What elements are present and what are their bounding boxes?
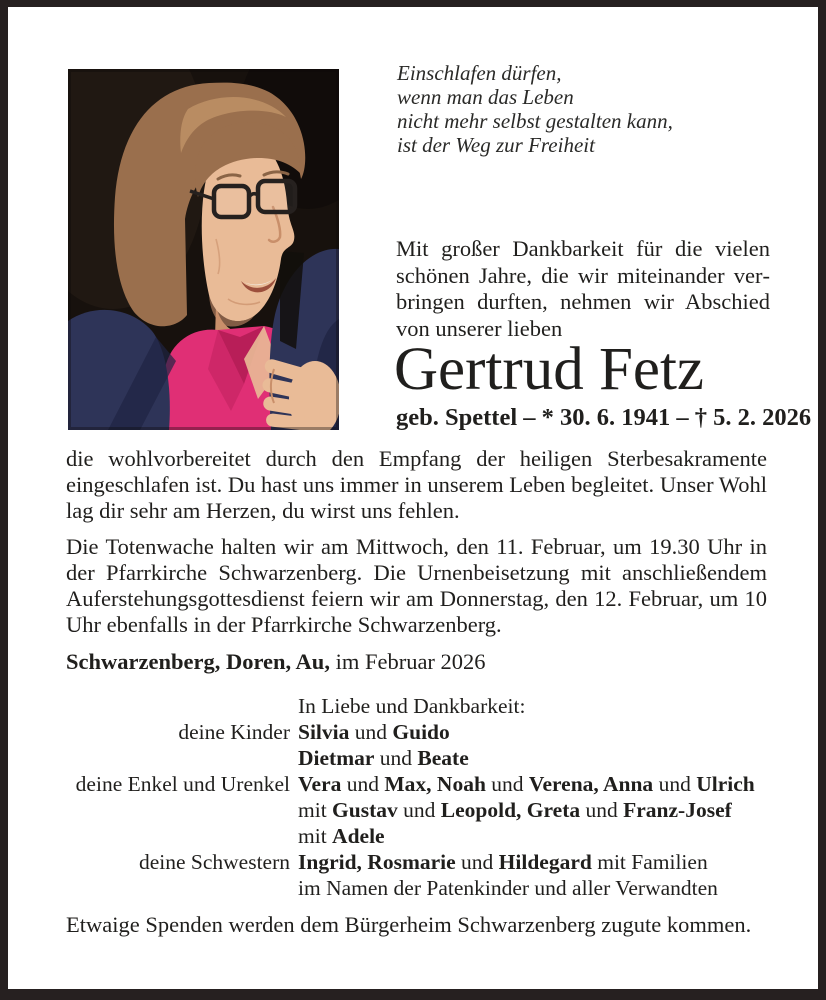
donation-note: Etwaige Spenden werden dem Bürgerheim Schwarzenberg zugute kommen. [66,912,752,937]
connector-text: mit Familien [591,850,708,874]
obituary-paragraph-1: die wohlvorbereitet durch den Empfang der heiligen Sterbesakramente eingeschlafen ist. Du hast uns immer in unserem Leben begleitet. Unser Wohl lag dir sehr am Herzen, du wirst uns fehlen. [66,446,767,523]
quote-line: wenn man das Leben [397,85,574,109]
connector-text: und [653,772,697,796]
family-name: Adele [332,824,385,848]
family-name: Dietmar [298,746,375,770]
family-name: Guido [392,720,450,744]
family-name: Max, Noah [384,772,486,796]
dateline [66,649,486,675]
closing-row-label: deine Kinder [178,720,290,744]
connector-text: und [374,746,418,770]
connector-text: und [485,772,529,796]
closing-row-label: deine Enkel und Urenkel [75,772,290,796]
closing-row-names [298,849,772,901]
family-name: Ingrid, Rosmarie [298,850,456,874]
family-name: Silvia [298,720,350,744]
closing-section [66,693,772,901]
closing-row [66,771,772,849]
birth-death-dates: geb. Spettel – * 30. 6. 1941 – † 5. 2. 2026 [396,404,812,431]
connector-text: und [580,798,624,822]
closing-row-label: deine Schwestern [138,850,290,874]
connector-text: und [397,798,441,822]
deceased-name: Gertrud Fetz [394,336,704,403]
family-name: Hildegard [498,850,592,874]
dateline-date: im Februar 2026 [329,649,486,674]
intro-text: Mit großer Dankbarkeit für die vielen schönen Jahre, die wir miteinander verbringen durften, nehmen wir Abschied von unserer lieben [396,236,770,341]
names-line [298,875,772,901]
family-name: Vera [298,772,342,796]
names-line [298,719,772,745]
connector-text: und [341,772,385,796]
names-line [298,849,772,875]
connector-text: im Namen der Patenkinder und aller Verwandten [298,876,718,900]
closing-heading: In Liebe und Dankbarkeit: [298,694,526,718]
family-name: Leopold, Greta [440,798,581,822]
quote-line: nicht mehr selbst gestalten kann, [397,109,673,133]
quote-line: ist der Weg zur Freiheit [397,133,595,157]
dateline-places: Schwarzenberg, Doren, Au, [66,649,330,674]
connector-text: mit [298,824,333,848]
family-name: Verena, Anna [528,772,654,796]
connector-text: und [349,720,393,744]
closing-rows [66,719,772,901]
closing-row-names [298,719,772,771]
family-name: Ulrich [696,772,755,796]
memorial-quote [397,61,787,157]
portrait-photo [68,69,339,430]
family-name: Franz-Josef [623,798,732,822]
names-line [298,797,772,823]
closing-row [66,849,772,901]
names-line [298,771,772,797]
names-line [298,745,772,771]
names-line [298,823,772,849]
closing-row-names [298,771,772,849]
connector-text: mit [298,798,333,822]
connector-text: und [455,850,499,874]
portrait-illustration [68,69,339,430]
family-name: Beate [417,746,469,770]
quote-line: Einschlafen dürfen, [397,61,562,85]
family-name: Gustav [332,798,398,822]
closing-row [66,719,772,771]
obituary-paragraph-2: Die Totenwache halten wir am Mittwoch, den 11. Februar, um 19.30 Uhr in der Pfarrkirche Schwarzenberg. Die Urnenbeisetzung mit anschließendem Auferstehungsgottesdienst feiern wir am Donnerstag, den 12. Februar, um 10 Uhr ebenfalls in der Pfarrkirche Schwarzenberg. [66,534,767,637]
